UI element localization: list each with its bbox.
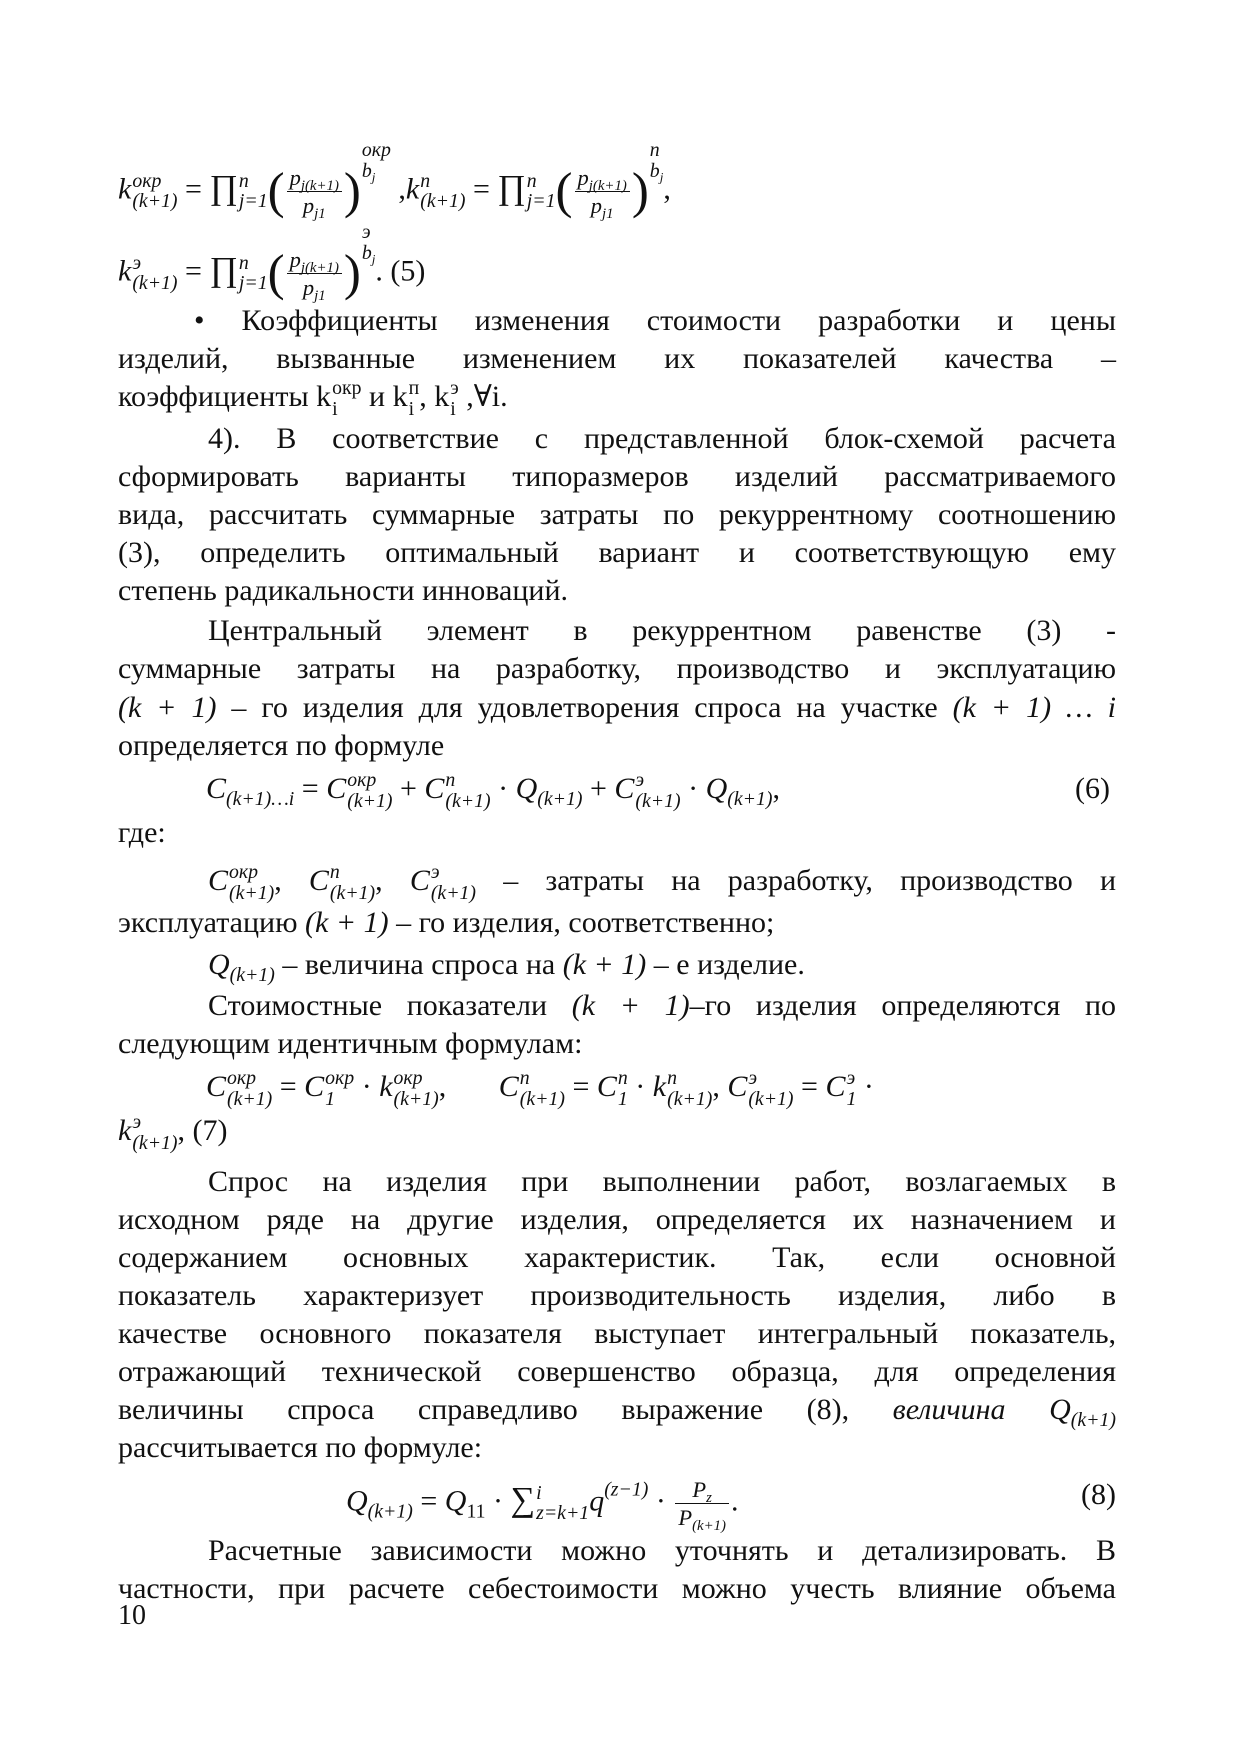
where-label: где: bbox=[118, 816, 166, 849]
para-7-line-5: качестве основного показателя выступает интегральный показатель, bbox=[118, 1317, 1116, 1350]
formula-8: $Q_{(k+1)} = Q_{11}$ · ∑ i z=k+1 $q^{(z-1)}$ · $\frac{P_z}{P_{(k+1)}}$ . (8) bbox=[346, 1477, 1116, 1535]
equation-number-6: (6) bbox=[1075, 772, 1110, 805]
para-4-line-2: сформировать варианты типоразмеров изделий рассматриваемого bbox=[118, 460, 1116, 493]
para-7-line-8: рассчитывается по формуле: bbox=[118, 1431, 483, 1464]
para-8-line-2: частности, при расчете себестоимости можно учесть влияние объема bbox=[118, 1572, 1116, 1605]
para-5-line-3: (k + 1) – го изделия для удовлетворения спроса на участке (k + 1) … i bbox=[118, 691, 1116, 724]
para-7-line-2: исходном ряде на другие изделия, определяется их назначением и bbox=[118, 1203, 1116, 1236]
para-8-line-1: Расчетные зависимости можно уточнять и детализировать. В bbox=[208, 1534, 1116, 1567]
definition-1-line-2: эксплуатацию (k + 1) – го изделия, соответственно; bbox=[118, 906, 775, 939]
page-number: 10 bbox=[118, 1600, 146, 1631]
para-6-line-2: следующим идентичным формулам: bbox=[118, 1027, 583, 1060]
para-4-line-4: (3), определить оптимальный вариант и соответствующую ему bbox=[118, 536, 1116, 569]
para-7-line-1: Спрос на изделия при выполнении работ, возлагаемых в bbox=[208, 1165, 1116, 1198]
equation-number-8: (8) bbox=[1081, 1478, 1116, 1511]
definition-2: $Q_{(k+1)}$ – величина спроса на (k + 1) – е изделие. bbox=[208, 948, 805, 986]
formula-6: $C_{(k+1)\dots i} = C$ окр (k+1) + C п (k+1) · $Q_{(k+1)} + C$ э (k+1) · $Q_{(k+1)}$, (6) bbox=[206, 769, 1110, 812]
para-5-line-4: определяется по формуле bbox=[118, 729, 445, 762]
para-4-line-1: 4). В соответствие с представленной блок-схемой расчета bbox=[208, 422, 1116, 455]
para-5-line-1: Центральный элемент в рекуррентном равенстве (3) - bbox=[208, 614, 1116, 647]
formula-7-line-1: C окр (k+1) = C окр 1 · k окр (k+1) , C п (k+1) = C п 1 · k п (k+1) , C э (k+1) = C э 1 · bbox=[206, 1067, 874, 1110]
para-4-line-3: вида, рассчитать суммарные затраты по рекуррентному соотношению bbox=[118, 498, 1116, 531]
para-7-line-3: содержанием основных характеристик. Так, если основной bbox=[118, 1241, 1116, 1274]
para-4-line-5: степень радикальности инноваций. bbox=[118, 574, 569, 607]
bullet-line-1: • Коэффициенты изменения стоимости разработки и цены bbox=[194, 304, 1116, 337]
formula-7-line-2: k э (k+1) , (7) bbox=[118, 1111, 228, 1154]
bullet-line-2: изделий, вызванные изменением их показателей качества – bbox=[118, 342, 1116, 375]
formula-5-line-2: k э (k+1) = ∏ n j=1 ( $\frac{p_{j(k+1)}}{p_{j1}}$ ) э $b_j$ . (5) bbox=[118, 221, 426, 305]
definition-1-line-1: C окр (k+1) , C п (k+1) , C э (k+1) – затраты на разработку, производство и bbox=[208, 861, 1117, 904]
para-7-line-7: величины спроса справедливо выражение (8), величина $Q_{(k+1)}$ bbox=[118, 1393, 1116, 1431]
para-5-line-2: суммарные затраты на разработку, производство и эксплуатацию bbox=[118, 652, 1116, 685]
formula-5-line-1: k окр (k+1) = ∏ n j=1 ( $\frac{p_{j(k+1)}}{p_{j1}}$ ) окр $b_j$ ,k n (k+1) = ∏ n j=1 ( $\frac{p_{j(k+1)}}{p_{j1}}$ ) n $b_j$ , bbox=[118, 139, 671, 223]
bullet-line-3: коэффициенты k окр i и k п i , k э i ,∀i. bbox=[118, 377, 508, 420]
para-6-line-1: Стоимостные показатели (k + 1)–го изделия определяются по bbox=[208, 989, 1117, 1022]
para-7-line-6: отражающий технической совершенство образца, для определения bbox=[118, 1355, 1116, 1388]
para-7-line-4: показатель характеризует производительность изделия, либо в bbox=[118, 1279, 1116, 1312]
